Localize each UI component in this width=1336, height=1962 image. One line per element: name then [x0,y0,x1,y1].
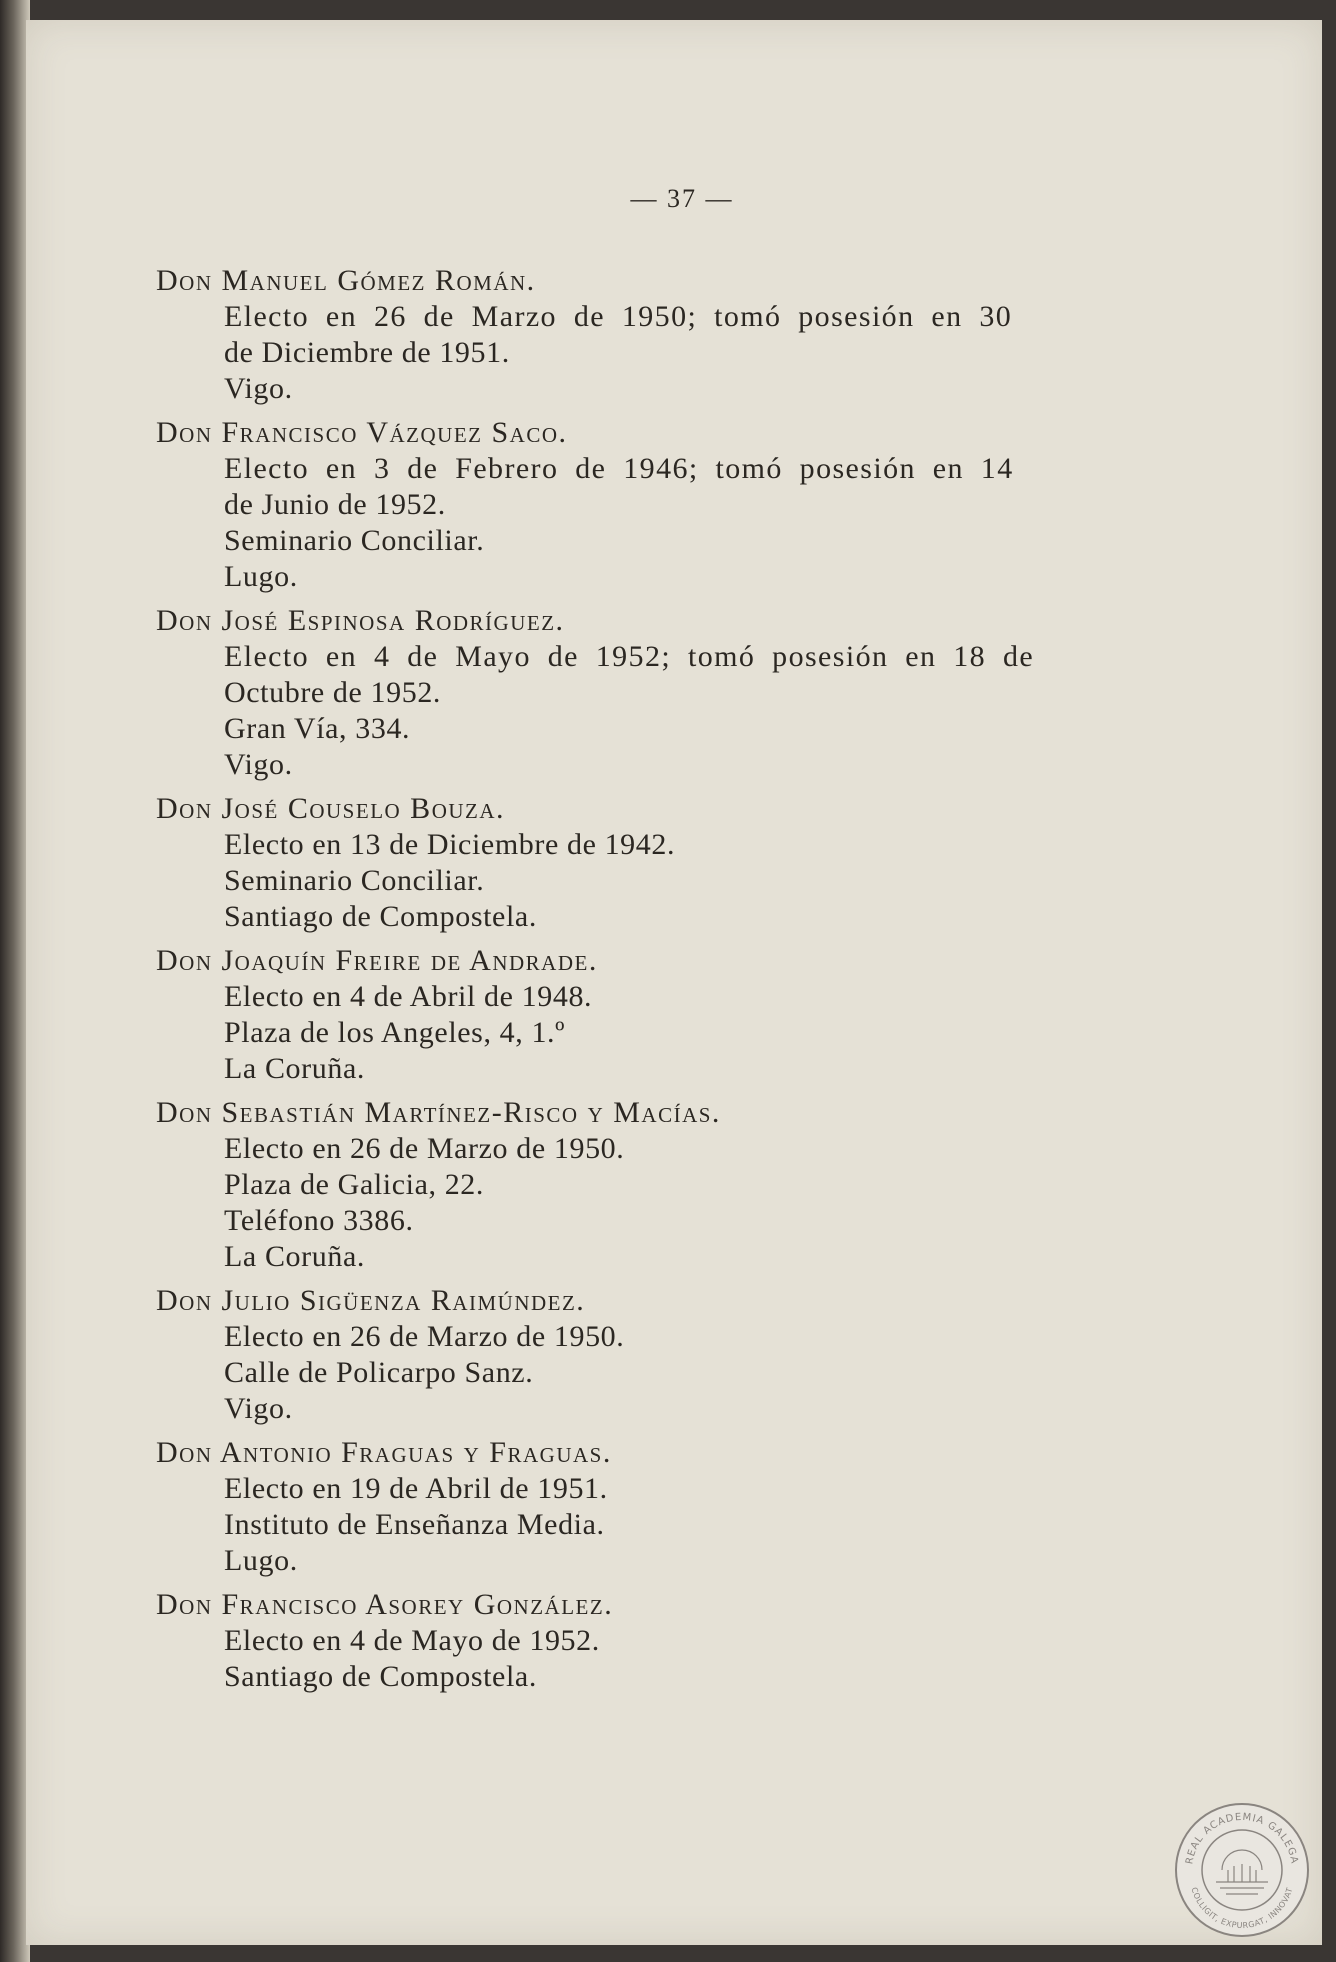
member-detail-line: Lugo. [224,560,298,593]
member-detail-line: Electo en 26 de Marzo de 1950. [224,1132,625,1165]
member-detail-line: La Coruña. [224,1052,365,1085]
member-name: Don Francisco Asorey González. [156,1588,614,1621]
member-detail-line: de Junio de 1952. [224,488,446,521]
member-name: Don José Couselo Bouza. [156,792,506,825]
member-detail-line: Instituto de Enseñanza Media. [224,1508,605,1541]
member-detail-line: Teléfono 3386. [224,1204,414,1237]
member-detail-line: Electo en 4 de Abril de 1948. [224,980,593,1013]
member-detail-line: Electo en 26 de Marzo de 1950; tomó posesión en 30 [224,300,1013,333]
member-detail-line: Santiago de Compostela. [224,900,537,933]
member-detail-line: Santiago de Compostela. [224,1660,537,1693]
member-detail-line: Electo en 4 de Mayo de 1952. [224,1624,600,1657]
member-name: Don Francisco Vázquez Saco. [156,416,568,449]
member-name: Don José Espinosa Rodríguez. [156,604,565,637]
member-name: Don Antonio Fraguas y Fraguas. [156,1436,612,1469]
member-entry [156,1283,1076,1427]
member-entry [156,603,1076,783]
book-page [26,20,1322,1945]
member-entry [156,1095,1076,1275]
member-entry [156,1587,1076,1695]
member-detail-line: Electo en 26 de Marzo de 1950. [224,1320,625,1353]
seal-top-text: REAL ACADEMIA GALEGA [1184,1811,1300,1866]
academy-seal-icon [1172,1800,1312,1940]
member-detail-line: Seminario Conciliar. [224,524,485,557]
seal-bottom-text: COLLIGIT, EXPURGAT, INNOVAT [1189,1886,1295,1931]
member-detail-line: Electo en 4 de Mayo de 1952; tomó posesión en 18 de [224,640,1035,673]
member-name: Don Joaquín Freire de Andrade. [156,944,598,977]
member-detail-line: Vigo. [224,748,293,781]
member-detail-line: Plaza de los Angeles, 4, 1.º [224,1016,566,1049]
member-detail-line: Octubre de 1952. [224,676,442,709]
member-detail-line: La Coruña. [224,1240,365,1273]
member-name: Don Manuel Gómez Román. [156,264,536,297]
member-detail-line: Calle de Policarpo Sanz. [224,1356,534,1389]
member-entry [156,415,1076,595]
member-detail-line: Electo en 19 de Abril de 1951. [224,1472,608,1505]
member-detail-line: Lugo. [224,1544,298,1577]
member-name: Don Sebastián Martínez-Risco y Macías. [156,1096,721,1129]
member-list [156,263,1076,1703]
member-name: Don Julio Sigüenza Raimúndez. [156,1284,586,1317]
member-detail-line: Electo en 3 de Febrero de 1946; tomó posesión en 14 [224,452,1014,485]
member-detail-line: Vigo. [224,372,293,405]
member-detail-line: Gran Vía, 334. [224,712,411,745]
member-detail-line: Vigo. [224,1392,293,1425]
member-entry [156,1435,1076,1579]
member-detail-line: Plaza de Galicia, 22. [224,1168,484,1201]
member-detail-line: de Diciembre de 1951. [224,336,510,369]
member-detail-line: Electo en 13 de Diciembre de 1942. [224,828,676,861]
member-detail-line: Seminario Conciliar. [224,864,485,897]
page-number: — 37 — [630,184,734,213]
member-entry [156,791,1076,935]
member-entry [156,943,1076,1087]
member-entry [156,263,1076,407]
